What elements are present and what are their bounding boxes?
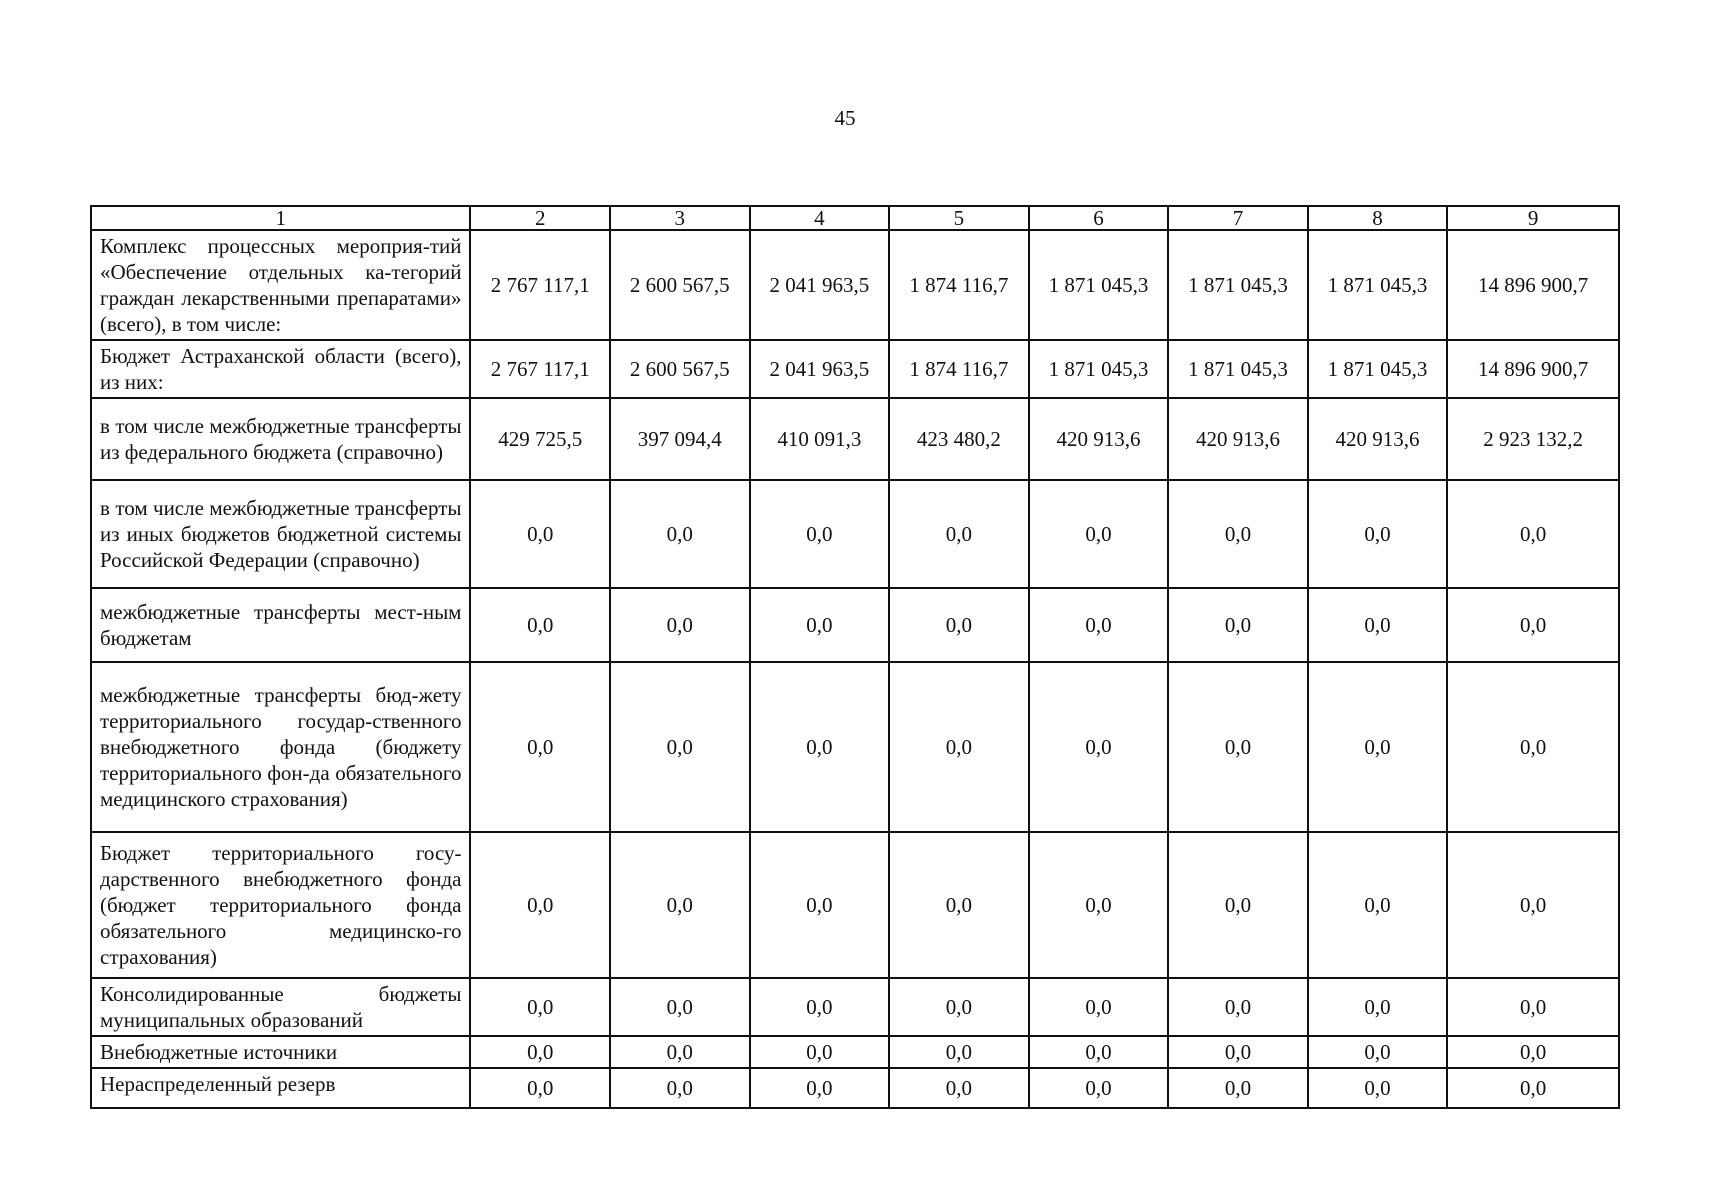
- cell-value: 0,0: [1168, 662, 1308, 832]
- cell-value: 420 913,6: [1168, 398, 1308, 480]
- table-row: [91, 1068, 1619, 1108]
- row-label: в том числе межбюджетные трансферты из федерального бюджета (справочно): [91, 398, 470, 480]
- cell-value: 0,0: [1168, 832, 1308, 978]
- cell-value: 0,0: [750, 588, 890, 662]
- column-header: 3: [610, 206, 750, 230]
- cell-value: 0,0: [1168, 1036, 1308, 1068]
- cell-value: 0,0: [470, 662, 610, 832]
- row-label: межбюджетные трансферты бюд-жету территориального государ-ственного внебюджетного фонда (бюджету территориального фон-да обязательного медицинского страхования): [91, 662, 470, 832]
- cell-value: 1 871 045,3: [1168, 340, 1308, 398]
- cell-value: 0,0: [750, 832, 890, 978]
- budget-table: [90, 205, 1620, 1109]
- cell-value: 0,0: [1168, 588, 1308, 662]
- cell-value: 0,0: [1447, 588, 1619, 662]
- table-header-row: [91, 206, 1619, 230]
- cell-value: 420 913,6: [1308, 398, 1448, 480]
- row-label: Консолидированные бюджеты муниципальных образований: [91, 978, 470, 1036]
- cell-value: 2 041 963,5: [750, 230, 890, 340]
- cell-value: 14 896 900,7: [1447, 230, 1619, 340]
- table-row: [91, 978, 1619, 1036]
- cell-value: 2 767 117,1: [470, 340, 610, 398]
- table-body: [91, 230, 1619, 1108]
- cell-value: 0,0: [1447, 662, 1619, 832]
- cell-value: 0,0: [889, 1036, 1029, 1068]
- row-label: в том числе межбюджетные трансферты из иных бюджетов бюджетной системы Российской Федерации (справочно): [91, 480, 470, 588]
- cell-value: 1 871 045,3: [1029, 230, 1169, 340]
- cell-value: 0,0: [1029, 978, 1169, 1036]
- cell-value: 0,0: [610, 1036, 750, 1068]
- cell-value: 0,0: [1029, 480, 1169, 588]
- cell-value: 0,0: [470, 480, 610, 588]
- cell-value: 1 871 045,3: [1029, 340, 1169, 398]
- cell-value: 0,0: [750, 978, 890, 1036]
- table-row: [91, 832, 1619, 978]
- cell-value: 2 041 963,5: [750, 340, 890, 398]
- cell-value: 0,0: [610, 662, 750, 832]
- cell-value: 0,0: [470, 832, 610, 978]
- cell-value: 423 480,2: [889, 398, 1029, 480]
- cell-value: 14 896 900,7: [1447, 340, 1619, 398]
- table-row: [91, 480, 1619, 588]
- column-header: 2: [470, 206, 610, 230]
- cell-value: 0,0: [889, 978, 1029, 1036]
- row-label: Нераспределенный резерв: [91, 1068, 470, 1108]
- cell-value: 1 871 045,3: [1308, 340, 1448, 398]
- cell-value: 0,0: [1447, 832, 1619, 978]
- table-row: [91, 662, 1619, 832]
- cell-value: 0,0: [1308, 480, 1448, 588]
- cell-value: 0,0: [1168, 978, 1308, 1036]
- cell-value: 0,0: [750, 480, 890, 588]
- cell-value: 1 874 116,7: [889, 340, 1029, 398]
- table-row: [91, 398, 1619, 480]
- cell-value: 0,0: [1029, 1036, 1169, 1068]
- row-label: межбюджетные трансферты мест-ным бюджетам: [91, 588, 470, 662]
- cell-value: 0,0: [610, 832, 750, 978]
- cell-value: 0,0: [470, 1036, 610, 1068]
- cell-value: 0,0: [889, 1068, 1029, 1108]
- cell-value: 0,0: [889, 662, 1029, 832]
- cell-value: 0,0: [1308, 1036, 1448, 1068]
- cell-value: 0,0: [1029, 832, 1169, 978]
- cell-value: 0,0: [610, 480, 750, 588]
- cell-value: 0,0: [470, 1068, 610, 1108]
- cell-value: 1 871 045,3: [1308, 230, 1448, 340]
- cell-value: 0,0: [610, 588, 750, 662]
- cell-value: 0,0: [750, 1036, 890, 1068]
- column-header: 8: [1308, 206, 1448, 230]
- column-header: 7: [1168, 206, 1308, 230]
- cell-value: 429 725,5: [470, 398, 610, 480]
- column-header: 4: [750, 206, 890, 230]
- cell-value: 0,0: [1308, 1068, 1448, 1108]
- cell-value: 0,0: [1308, 588, 1448, 662]
- page-number: 45: [834, 106, 856, 130]
- row-label: Комплекс процессных мероприя-тий «Обеспечение отдельных ка-тегорий граждан лекарственными препаратами» (всего), в том числе:: [91, 230, 470, 340]
- column-header: 9: [1447, 206, 1619, 230]
- table-header: [91, 206, 1619, 230]
- table-row: [91, 1036, 1619, 1068]
- cell-value: 0,0: [889, 480, 1029, 588]
- cell-value: 0,0: [1168, 480, 1308, 588]
- cell-value: 0,0: [1029, 588, 1169, 662]
- cell-value: 0,0: [470, 978, 610, 1036]
- cell-value: 0,0: [889, 832, 1029, 978]
- cell-value: 397 094,4: [610, 398, 750, 480]
- row-label: Бюджет территориального госу-дарственного внебюджетного фонда (бюджет территориального фонда обязательного медицинско-го страхования): [91, 832, 470, 978]
- cell-value: 0,0: [1447, 480, 1619, 588]
- cell-value: 2 600 567,5: [610, 230, 750, 340]
- cell-value: 0,0: [1029, 662, 1169, 832]
- row-label: Бюджет Астраханской области (всего), из них:: [91, 340, 470, 398]
- table-row: [91, 588, 1619, 662]
- column-header: 6: [1029, 206, 1169, 230]
- column-header: 1: [91, 206, 470, 230]
- cell-value: 0,0: [1029, 1068, 1169, 1108]
- cell-value: 0,0: [1447, 1036, 1619, 1068]
- cell-value: 1 871 045,3: [1168, 230, 1308, 340]
- cell-value: 0,0: [470, 588, 610, 662]
- cell-value: 0,0: [1447, 978, 1619, 1036]
- cell-value: 0,0: [1308, 978, 1448, 1036]
- cell-value: 0,0: [610, 978, 750, 1036]
- table-row: [91, 230, 1619, 340]
- cell-value: 2 600 567,5: [610, 340, 750, 398]
- cell-value: 1 874 116,7: [889, 230, 1029, 340]
- table-row: [91, 340, 1619, 398]
- column-header: 5: [889, 206, 1029, 230]
- cell-value: 0,0: [1308, 662, 1448, 832]
- row-label: Внебюджетные источники: [91, 1036, 470, 1068]
- cell-value: 2 923 132,2: [1447, 398, 1619, 480]
- cell-value: 0,0: [1168, 1068, 1308, 1108]
- cell-value: 0,0: [1308, 832, 1448, 978]
- cell-value: 0,0: [750, 662, 890, 832]
- cell-value: 0,0: [750, 1068, 890, 1108]
- cell-value: 0,0: [889, 588, 1029, 662]
- cell-value: 420 913,6: [1029, 398, 1169, 480]
- cell-value: 0,0: [610, 1068, 750, 1108]
- cell-value: 2 767 117,1: [470, 230, 610, 340]
- cell-value: 410 091,3: [750, 398, 890, 480]
- cell-value: 0,0: [1447, 1068, 1619, 1108]
